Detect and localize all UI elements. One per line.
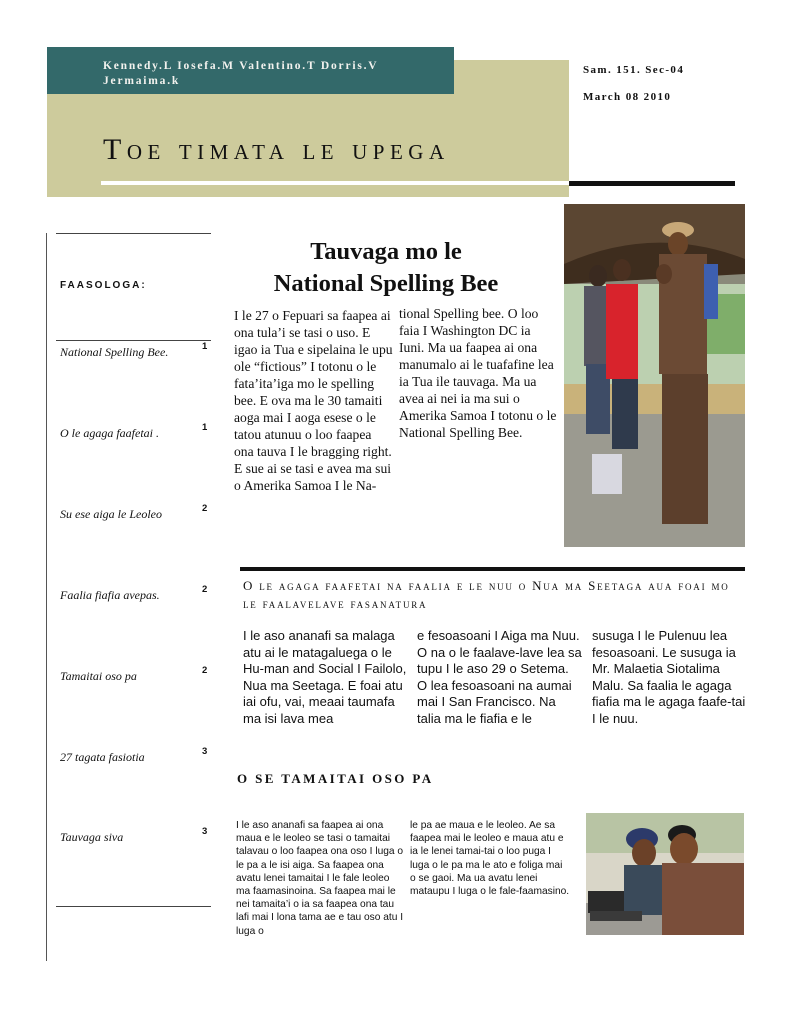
issue-date: March 08 2010 [583,91,672,103]
toc-item-agaga-faafetai[interactable] [60,422,240,446]
article2-column3: susuga I le Pulenuu lea fesoasoani. Le susuga ia Mr. Malaetia Siotalima Malu. Sa faalia le agaga fiafia ma le agaga faafe-tai I le nuu. [592,628,746,726]
toc-item-page: 1 [202,341,208,352]
article1-column2: tional Spelling bee. O loo faia I Washington DC ia Iuni. Ma ua faapea ai ona manumalo ai le tuafafine lea ia Tua ile tauvaga. Ma ua avea ai nei ia ma sui o Amerika Samoa I totonu o le National Spelling Bee. [399,306,557,440]
article2-column2: e fesoasoani I Aiga ma Nuu. O na o le faalave-lave lea sa tupu I le aso 29 o Setema. O lea fesoasoani na aumai mai I San Francisco. Na talia ma le fiafia e le [417,628,582,726]
toc-item-label: Tamaitai oso pa [60,669,137,683]
toc-item-label: National Spelling Bee. [60,345,169,359]
article2-headline: O le agaga faafetai na faalia e le nuu o Nua ma Seetaga aua foai mo le faalavelave fasanatura [243,578,730,611]
article1-headline [212,236,560,300]
toc-item-page: 3 [202,746,208,757]
newsletter-title: Toe timata le upega [103,133,450,166]
toc-item-page: 2 [202,503,208,514]
title-rule-right [569,181,735,186]
toc-item-27-tagata[interactable] [60,746,240,770]
toc-item-page: 2 [202,665,208,676]
article1-headline-line2: National Spelling Bee [273,270,499,297]
issue-number: Sam. 151. Sec-04 [583,64,685,76]
toc-item-label: Tauvaga siva [60,830,124,844]
article2-rule [240,567,745,571]
toc-item-label: Faalia fiafia avepas. [60,588,160,602]
article1-column1: I le 27 o Fepuari sa faapea ai ona tula’i se tasi o uso. E igao ia Tua e sipelaina le upu ole “fictious” I totonu o le fata’ita’iga mo le spelling bee. E ova ma le 30 tamaiti aoga mai I aoga esese o le tatou atunuu o loo faapea ona tauva I le bragging right. E sue ai se tasi e avea ma sui o Amerika Samoa I le Na- [234,308,393,493]
article3-column1: I le aso ananafi sa faapea ai ona maua e le leoleo se tasi o tamaitai talavau o loo faapea ona oso I luga o le pa a le isi aiga. Sa faapea ona avatu lenei tamaitai I le fale leoleo ma faamasinoina. Sa faapea mai le nei tamaita’i o ia sa faapea ona tau lafi mai I lona tama ae e tau oso atu I luga o [236,820,404,937]
article3-headline-text: O SE TAMAITAI OSO PA [237,771,434,786]
toc-item-tamaitai-oso-pa[interactable] [60,665,240,689]
spelling-bee-photo [564,204,745,547]
article1-headline-line1: Tauvaga mo le [310,238,462,265]
title-rule [101,181,569,185]
toc-item-faalia-fiafia[interactable] [60,584,240,608]
toc-item-page: 3 [202,826,208,837]
article3-headline [237,771,434,787]
toc-item-page: 1 [202,422,208,433]
toc-item-page: 2 [202,584,208,595]
sidebar-divider [46,233,47,961]
toc-item-tauvaga-siva[interactable] [60,826,240,850]
toc-item-national-spelling-bee[interactable] [60,341,240,365]
sidebar-bottom-rule [56,906,211,907]
toc-heading: FAASOLOGA: [60,280,147,291]
article2-column1: I le aso ananafi sa malaga atu ai le matagaluega o le Hu-man and Social I Failolo, Nua ma Seetaga. E foai atu iai ofu, vai, meaai taumafa ma isi lava mea [243,628,407,726]
sidebar-top-rule [56,233,211,234]
toc-rule [56,340,211,341]
toc-item-label: 27 tagata fasiotia [60,750,145,764]
toc-item-su-ese-aiga[interactable] [60,503,240,527]
authors-text: Kennedy.L Iosefa.M Valentino.T Dorris.V Jermaima.k [103,60,379,87]
toc-item-label: O le agaga faafetai . [60,426,159,440]
students-laptop-photo [586,813,744,935]
toc-item-label: Su ese aiga le Leoleo [60,507,162,521]
article3-column2: le pa ae maua e le leoleo. Ae sa faapea mai le leoleo e maua atu e ia le lenei tamai-tai o loo puga I luga o le pa ma le ato e foliga mai o se gaoi. Ma ua avatu lenei mataupu I luga o le fale-faamasino. [410,820,570,898]
